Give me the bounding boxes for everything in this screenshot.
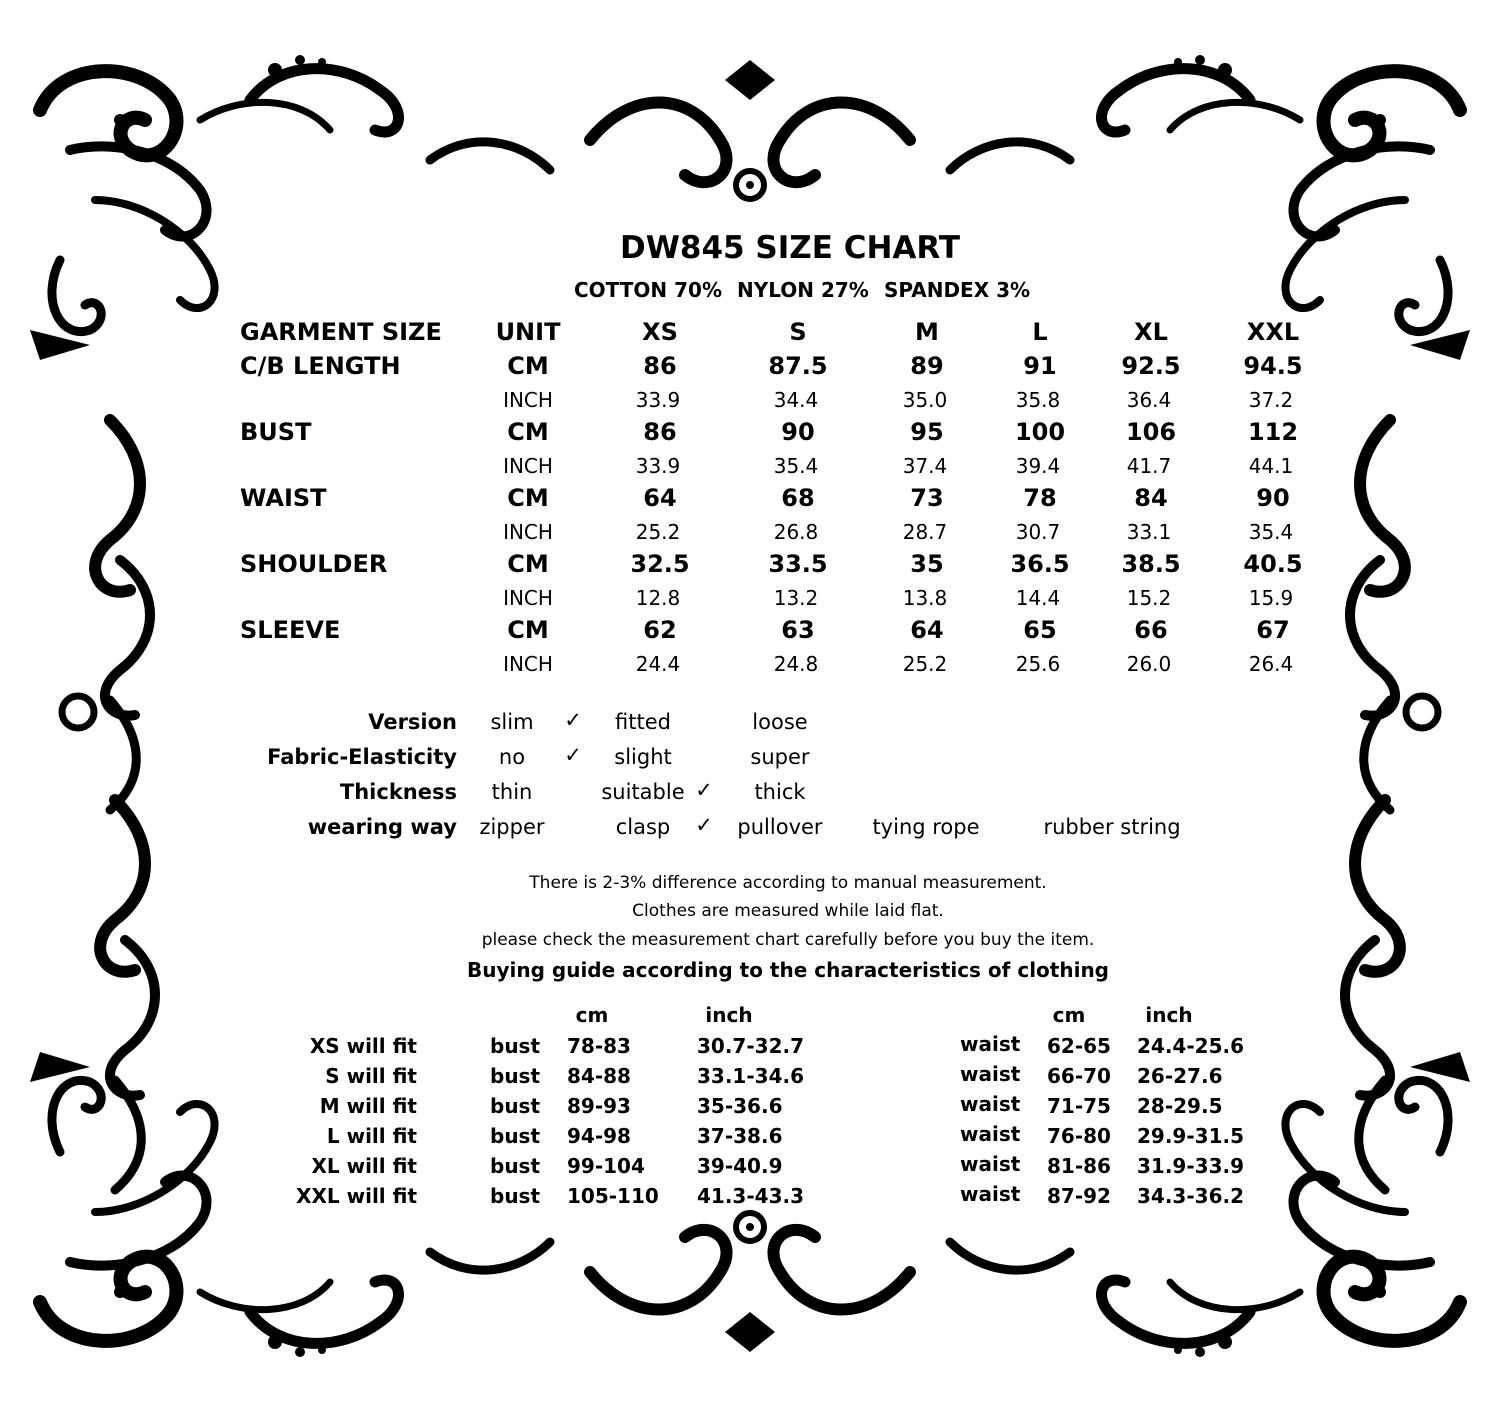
attr-option-thickness: thin: [491, 780, 533, 804]
guide-fit-label: XS will fit: [309, 1034, 417, 1058]
cell-c-b-length-cm: 86: [643, 352, 677, 380]
note-laid-flat: Clothes are measured while laid flat.: [632, 901, 944, 921]
guide-waist-inch: 29.9-31.5: [1137, 1124, 1244, 1148]
cell-sleeve-inch: 25.2: [902, 652, 948, 676]
attr-option-wearing-way: clasp: [615, 815, 671, 839]
cell-sleeve-inch: 26.0: [1126, 652, 1172, 676]
cell-shoulder-inch: 15.9: [1248, 586, 1294, 610]
cell-c-b-length-inch: 35.0: [902, 388, 948, 412]
guide-waist-label: waist: [960, 1092, 1021, 1116]
cell-shoulder-inch: 15.2: [1126, 586, 1172, 610]
cell-bust-inch: 41.7: [1126, 454, 1172, 478]
cell-c-b-length-cm: 94.5: [1243, 352, 1303, 380]
unit-cm: CM: [507, 550, 549, 578]
unit-inch: INCH: [503, 652, 553, 676]
row-label-waist: WAIST: [240, 484, 327, 512]
cell-bust-cm: 95: [910, 418, 944, 446]
cell-waist-inch: 33.1: [1126, 520, 1172, 544]
guide-fit-label: XXL will fit: [296, 1184, 417, 1208]
guide-bust-label: bust: [490, 1154, 541, 1178]
guide-waist-label: waist: [960, 1062, 1021, 1086]
cell-waist-cm: 68: [781, 484, 815, 512]
attr-option-version: fitted: [615, 710, 671, 734]
size-header-l: L: [1032, 318, 1048, 346]
check-icon: ✓: [695, 813, 713, 837]
cell-waist-cm: 64: [643, 484, 677, 512]
guide-waist-inch: 34.3-36.2: [1137, 1184, 1244, 1208]
guide-waist-inch: 24.4-25.6: [1137, 1034, 1244, 1058]
row-label-shoulder: SHOULDER: [240, 550, 388, 578]
size-header-s: S: [789, 318, 807, 346]
cell-waist-cm: 84: [1134, 484, 1168, 512]
attr-option-fabric-elasticity: no: [498, 745, 526, 769]
size-header-xl: XL: [1134, 318, 1168, 346]
note-difference: There is 2-3% difference according to manual measurement.: [529, 873, 1047, 893]
cell-shoulder-inch: 13.2: [773, 586, 819, 610]
cell-bust-cm: 90: [781, 418, 815, 446]
unit-header: UNIT: [495, 318, 561, 346]
guide-bust-inch: 33.1-34.6: [697, 1064, 804, 1088]
cell-c-b-length-cm: 92.5: [1121, 352, 1181, 380]
guide-waist-inch: 28-29.5: [1137, 1094, 1223, 1118]
cell-bust-cm: 86: [643, 418, 677, 446]
row-label-sleeve: SLEEVE: [240, 616, 341, 644]
guide-waist-cm: 76-80: [1047, 1124, 1111, 1148]
cell-c-b-length-inch: 36.4: [1126, 388, 1172, 412]
check-icon: ✓: [564, 743, 582, 767]
cell-sleeve-cm: 66: [1134, 616, 1168, 644]
attr-option-wearing-way: zipper: [479, 815, 545, 839]
page-title: DW845 SIZE CHART: [619, 230, 961, 266]
cell-c-b-length-inch: 34.4: [773, 388, 819, 412]
guide-bust-cm: 89-93: [567, 1094, 631, 1118]
cell-sleeve-inch: 24.4: [635, 652, 681, 676]
cell-sleeve-inch: 26.4: [1248, 652, 1294, 676]
guide-fit-label: L will fit: [326, 1124, 417, 1148]
cell-c-b-length-cm: 89: [910, 352, 944, 380]
attr-option-wearing-way: tying rope: [872, 815, 980, 839]
cell-c-b-length-inch: 33.9: [635, 388, 681, 412]
guide-waist-label: waist: [960, 1032, 1021, 1056]
cell-bust-cm: 106: [1125, 418, 1177, 446]
cell-waist-inch: 26.8: [773, 520, 819, 544]
size-header-m: M: [915, 318, 939, 346]
attr-label-version: Version: [368, 710, 457, 734]
note-check-chart: please check the measurement chart carefully before you buy the item.: [481, 930, 1095, 950]
attr-option-wearing-way: rubber string: [1043, 815, 1181, 839]
cell-bust-cm: 100: [1014, 418, 1066, 446]
guide-bust-label: bust: [490, 1124, 541, 1148]
cell-sleeve-cm: 65: [1023, 616, 1057, 644]
material-nylon: NYLON 27%: [737, 278, 869, 302]
guide-bust-inch: 37-38.6: [697, 1124, 783, 1148]
guide-fit-label: XL will fit: [311, 1154, 417, 1178]
cell-c-b-length-inch: 35.8: [1015, 388, 1061, 412]
cell-shoulder-cm: 38.5: [1121, 550, 1181, 578]
cell-shoulder-inch: 14.4: [1015, 586, 1061, 610]
cell-bust-cm: 112: [1247, 418, 1299, 446]
size-header-xxl: XXL: [1246, 318, 1300, 346]
attr-option-fabric-elasticity: slight: [614, 745, 672, 769]
unit-inch: INCH: [503, 586, 553, 610]
guide-bust-cm: 78-83: [567, 1034, 631, 1058]
guide-fit-label: S will fit: [325, 1064, 417, 1088]
guide-bust-label: bust: [490, 1184, 541, 1208]
attr-label-wearing-way: wearing way: [307, 815, 457, 839]
cell-shoulder-inch: 12.8: [635, 586, 681, 610]
cell-c-b-length-cm: 87.5: [768, 352, 828, 380]
row-label-c-b-length: C/B LENGTH: [240, 352, 401, 380]
guide-bust-label: bust: [490, 1094, 541, 1118]
guide-bust-inch: 39-40.9: [697, 1154, 783, 1178]
cell-shoulder-cm: 32.5: [630, 550, 690, 578]
guide-bust-label: bust: [490, 1064, 541, 1088]
cell-sleeve-inch: 25.6: [1015, 652, 1061, 676]
cell-shoulder-inch: 13.8: [902, 586, 948, 610]
cell-sleeve-inch: 24.8: [773, 652, 819, 676]
guide-waist-label: waist: [960, 1152, 1021, 1176]
guide-waist-cm: 71-75: [1047, 1094, 1111, 1118]
cell-waist-cm: 90: [1256, 484, 1290, 512]
guide-bust-inch-header: inch: [705, 1003, 753, 1027]
guide-bust-cm: 94-98: [567, 1124, 631, 1148]
attr-option-thickness: suitable: [601, 780, 685, 804]
guide-waist-inch-header: inch: [1145, 1003, 1193, 1027]
material-spandex: SPANDEX 3%: [884, 278, 1031, 302]
cell-bust-inch: 39.4: [1015, 454, 1061, 478]
guide-waist-cm: 62-65: [1047, 1034, 1111, 1058]
cell-sleeve-cm: 67: [1256, 616, 1290, 644]
cell-c-b-length-inch: 37.2: [1248, 388, 1294, 412]
cell-bust-inch: 33.9: [635, 454, 681, 478]
attr-option-fabric-elasticity: super: [750, 745, 810, 769]
guide-bust-inch: 41.3-43.3: [697, 1184, 804, 1208]
attr-option-version: slim: [490, 710, 534, 734]
guide-waist-inch: 26-27.6: [1137, 1064, 1223, 1088]
guide-waist-cm-header: cm: [1052, 1003, 1086, 1027]
guide-waist-cm: 81-86: [1047, 1154, 1111, 1178]
attr-label-thickness: Thickness: [339, 780, 457, 804]
material-cotton: COTTON 70%: [574, 278, 722, 302]
cell-waist-inch: 25.2: [635, 520, 681, 544]
cell-waist-inch: 35.4: [1248, 520, 1294, 544]
unit-inch: INCH: [503, 388, 553, 412]
guide-bust-cm: 105-110: [567, 1184, 659, 1208]
attr-option-version: loose: [752, 710, 808, 734]
unit-cm: CM: [507, 352, 549, 380]
cell-bust-inch: 35.4: [773, 454, 819, 478]
guide-bust-cm: 99-104: [567, 1154, 645, 1178]
cell-bust-inch: 37.4: [902, 454, 948, 478]
check-icon: ✓: [564, 708, 582, 732]
size-header-xs: XS: [642, 318, 678, 346]
cell-sleeve-cm: 62: [643, 616, 677, 644]
guide-bust-cm-header: cm: [575, 1003, 609, 1027]
buying-guide-title: Buying guide according to the characteristics of clothing: [467, 958, 1109, 982]
cell-waist-cm: 78: [1023, 484, 1057, 512]
cell-sleeve-cm: 64: [910, 616, 944, 644]
row-label-bust: BUST: [240, 418, 312, 446]
unit-cm: CM: [507, 616, 549, 644]
guide-bust-label: bust: [490, 1034, 541, 1058]
guide-waist-inch: 31.9-33.9: [1137, 1154, 1244, 1178]
cell-waist-inch: 30.7: [1015, 520, 1061, 544]
attr-option-thickness: thick: [754, 780, 806, 804]
cell-bust-inch: 44.1: [1248, 454, 1294, 478]
guide-fit-label: M will fit: [319, 1094, 417, 1118]
attr-option-wearing-way: pullover: [737, 815, 823, 839]
guide-waist-cm: 87-92: [1047, 1184, 1111, 1208]
cell-shoulder-cm: 33.5: [768, 550, 828, 578]
cell-sleeve-cm: 63: [781, 616, 815, 644]
guide-bust-inch: 35-36.6: [697, 1094, 783, 1118]
unit-cm: CM: [507, 484, 549, 512]
cell-waist-cm: 73: [910, 484, 944, 512]
check-icon: ✓: [695, 778, 713, 802]
guide-bust-inch: 30.7-32.7: [697, 1034, 804, 1058]
cell-shoulder-cm: 40.5: [1243, 550, 1303, 578]
attr-label-fabric-elasticity: Fabric-Elasticity: [267, 745, 457, 769]
guide-waist-label: waist: [960, 1182, 1021, 1206]
cell-waist-inch: 28.7: [902, 520, 948, 544]
cell-shoulder-cm: 35: [910, 550, 944, 578]
unit-inch: INCH: [503, 454, 553, 478]
cell-shoulder-cm: 36.5: [1010, 550, 1070, 578]
guide-waist-cm: 66-70: [1047, 1064, 1111, 1088]
guide-bust-cm: 84-88: [567, 1064, 631, 1088]
garment-size-label: GARMENT SIZE: [240, 318, 442, 346]
unit-inch: INCH: [503, 520, 553, 544]
unit-cm: CM: [507, 418, 549, 446]
guide-waist-label: waist: [960, 1122, 1021, 1146]
cell-c-b-length-cm: 91: [1023, 352, 1057, 380]
